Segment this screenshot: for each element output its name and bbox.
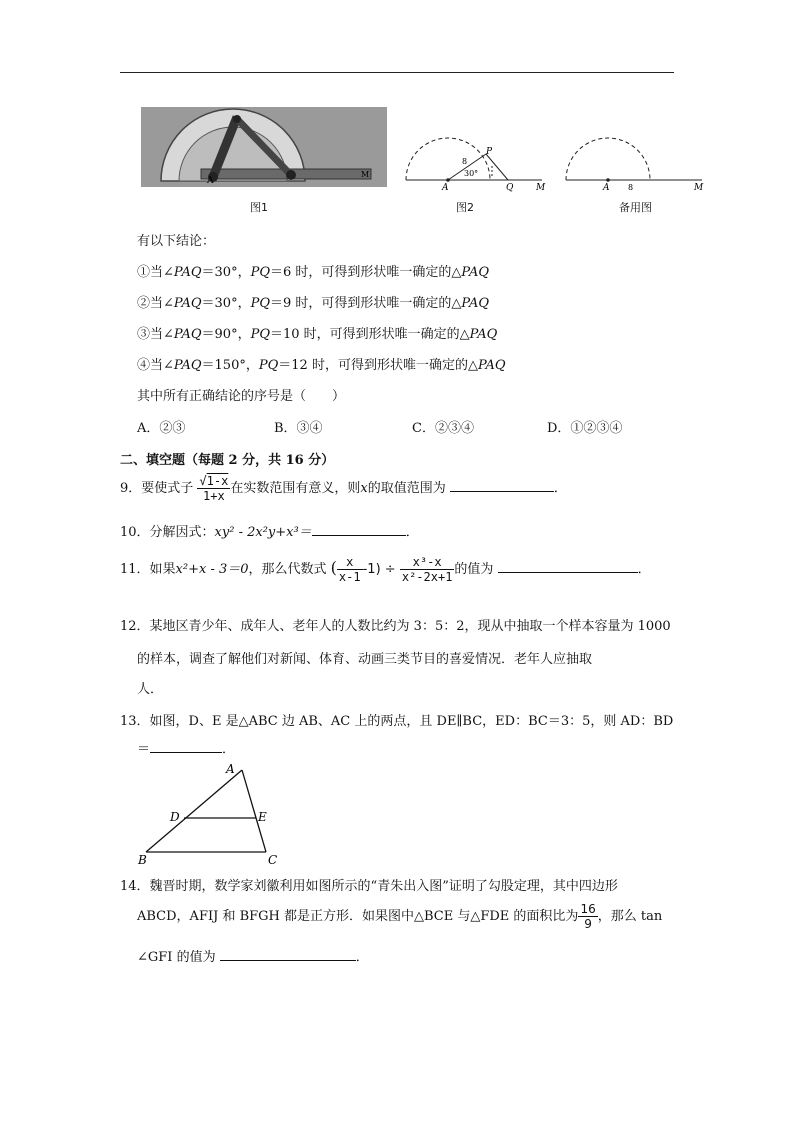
q8-option-a[interactable]: A．②③ xyxy=(137,421,186,436)
q14-answer-blank[interactable] xyxy=(220,948,356,961)
protractor-photo xyxy=(141,107,387,187)
q10: 10．分解因式：xy² - 2x²y+x³＝ ． xyxy=(120,525,419,540)
section-2-title: 二、填空题（每题 2 分，共 16 分） xyxy=(120,453,335,468)
q13-line-1: 13．如图，D、E 是△ABC 边 AB、AC 上的两点，且 DE∥BC，ED：BC＝3：5，则 AD：BD xyxy=(120,714,674,729)
fig3-label-m: M xyxy=(694,183,704,193)
q8-conclusion-2: ②当∠PAQ＝30°，PQ＝9 时，可得到形状唯一确定的△PAQ xyxy=(137,296,489,311)
fig3-label-a: A xyxy=(603,183,610,193)
q8-question: 其中所有正确结论的序号是（ ） xyxy=(137,389,346,404)
q11-fraction-1: $\frac{x}{x-1}$ xyxy=(338,555,361,584)
q11-fraction-2: $\frac{\text{x³-x}}{\text{x²-2x+1}}$ xyxy=(401,555,453,584)
tri-label-a: A xyxy=(226,762,235,776)
q8-conclusion-3: ③当∠PAQ＝90°，PQ＝10 时，可得到形状唯一确定的△PAQ xyxy=(137,327,498,342)
q9-fraction: $\frac{√1-x}{1+x}$ xyxy=(199,474,229,503)
q9-answer-blank[interactable] xyxy=(450,479,554,492)
tri-label-c: C xyxy=(268,853,278,867)
q8-conclusion-4: ④当∠PAQ＝150°，PQ＝12 时，可得到形状唯一确定的△PAQ xyxy=(137,358,506,373)
q14-line-3: ∠GFI 的值为 ． xyxy=(137,950,369,965)
figure-3-diagram xyxy=(560,124,710,194)
figure-2-diagram xyxy=(400,124,550,194)
q14-fraction: $\frac{16}{9}$ xyxy=(580,902,596,931)
fig2-label-m: M xyxy=(536,183,546,193)
fig2-label-q: Q xyxy=(506,183,514,193)
q8-option-d[interactable]: D．①②③④ xyxy=(547,421,623,436)
tri-label-b: B xyxy=(138,853,147,867)
q8-option-c[interactable]: C．②③④ xyxy=(412,421,474,436)
header-rule xyxy=(120,72,674,73)
tri-label-e: E xyxy=(258,810,267,824)
q11-answer-blank[interactable] xyxy=(498,560,638,573)
q14-line-2: ABCD，AFIJ 和 BFGH 都是正方形．如果图中△BCE 与△FDE 的面积比为 $\frac{16}{9}$ ，那么 tan xyxy=(137,902,663,931)
q9: 9．要使式子 $\frac{√1-x}{1+x}$ 在实数范围有意义，则x的取值范围为 ． xyxy=(120,474,567,503)
fig3-caption: 备用图 xyxy=(619,201,652,214)
q12-line-3: 人． xyxy=(137,682,164,697)
triangle-abc-diagram xyxy=(134,760,284,868)
fig1-caption: 图1 xyxy=(250,201,268,214)
q8-intro: 有以下结论： xyxy=(137,234,216,249)
svg-text:M: M xyxy=(361,170,370,179)
q8-option-b[interactable]: B．③④ xyxy=(274,421,323,436)
fig3-label-len: 8 xyxy=(628,183,634,192)
q14-line-1: 14．魏晋时期，数学家刘徽利用如图所示的“青朱出入图”证明了勾股定理，其中四边形 xyxy=(120,879,618,894)
fig2-label-a: A xyxy=(442,183,449,193)
q10-answer-blank[interactable] xyxy=(312,523,406,536)
q13-line-2: ＝ ． xyxy=(137,742,236,757)
fig2-label-angle: 30° xyxy=(464,169,479,178)
q8-conclusion-1: ①当∠PAQ＝30°，PQ＝6 时，可得到形状唯一确定的△PAQ xyxy=(137,265,489,280)
svg-text:A: A xyxy=(207,176,214,186)
fig2-label-p: P xyxy=(486,147,493,157)
fig2-label-len: 8 xyxy=(462,157,468,166)
q11: 11．如果x²+x - 3＝0，那么代数式 ( $\frac{x}{x-1}$ -1) ÷ $\frac{\text{x³-x}}{\text{x²-2x+1}}$ 的值为 ． xyxy=(120,555,651,584)
q13-answer-blank[interactable] xyxy=(150,740,222,753)
tri-label-d: D xyxy=(170,810,180,824)
q12-line-2: 的样本，调查了解他们对新闻、体育、动画三类节目的喜爱情况．老年人应抽取 xyxy=(137,652,593,667)
fig2-caption: 图2 xyxy=(456,201,474,214)
q12-line-1: 12．某地区青少年、成年人、老年人的人数比约为 3：5：2，现从中抽取一个样本容量为 1000 xyxy=(120,619,671,634)
